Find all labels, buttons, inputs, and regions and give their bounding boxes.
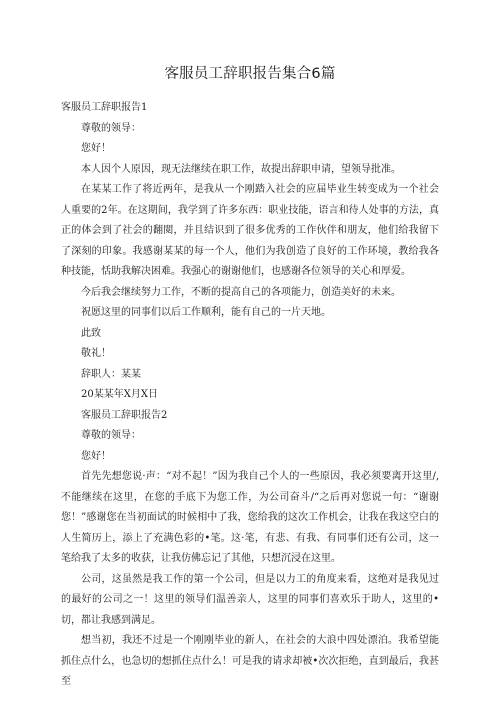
paragraph: 首先先想您说·声：“对不起！”因为我自己个人的一些原因，我必须要离开这里/,不能继续在这里，在您的手底下为您工作，为公司奋斗/“之后再对您说一句：“谢谢您！”感谢您在当初面试的时候相中了我，您给我的这次工作机会，让我在我这空白的人生简历上，添上了充满色彩的•笔。这·笔，有悲、有我、有同事们还有公司，这一笔给我了太多的收获，让我仿佛忘记了其他，只想沉浸在这里。 — [61, 471, 439, 564]
paragraph: 20某某年X月X日 — [81, 389, 158, 400]
paragraph: 您好！ — [81, 143, 111, 154]
document-title: 客服员工辞职报告集合6篇 — [164, 66, 336, 82]
paragraph: 敬礼！ — [81, 348, 111, 359]
paragraph: 在某某工作了将近两年，是我从一个刚踏入社会的应届毕业生转变成为一个社会人重要的2年。在这期间，我学到了许多东西：职业技能，语言和待人处事的方法，真正的体会到了社会的翻閲，并且结识到了很多优秀的工作伙伴和朋友，他们给我留下了深刻的印象。我感谢某某的每一个人，他们为我创造了良好的工作环境，教给我各种技能，恬助我解决困难。我强心的谢谢他们，也感谢各位领导的关心和厚爱。 — [61, 184, 439, 277]
paragraph: 尊敬的领导： — [81, 122, 141, 134]
paragraph: 想当初，我还不过是一个刚刚毕业的新人，在社会的大浪中四处漂泊。我希望能抓住点什么，也急切的想抓住点什么！可是我的请求却被•次次拒绝，直到最后，我甚至 — [61, 635, 439, 687]
paragraph: 今后我会继续努力工作，不断的提高自己的各项能力，创造美好的未来。 — [81, 286, 401, 298]
paragraph: 客服员工辞职报告2 — [81, 409, 168, 421]
paragraph: 本人因个人原因，现无法继续在职工作，故提出辞职申请，望领导批准。 — [81, 163, 401, 175]
paragraph: 您好！ — [81, 450, 111, 462]
paragraph: 辞职人：某某 — [81, 368, 141, 380]
paragraph: 祝愿这里的同事们以后工作顺利，能有自己的一片天地。 — [81, 307, 331, 318]
paragraph: 尊敬的领导： — [81, 430, 141, 441]
document-body — [61, 98, 439, 693]
paragraph: 公司，这虽然是我工作的第一个公司，但是以力工的角度来看，这绝对是我见过的最好的公司之一！这里的领导们温善亲人，这里的同事们喜欢乐于助人，这里的•切，都让我感到满足。 — [61, 573, 439, 626]
paragraph: 客服员工辞职报告1 — [61, 102, 148, 113]
paragraph: 此致 — [81, 327, 101, 339]
